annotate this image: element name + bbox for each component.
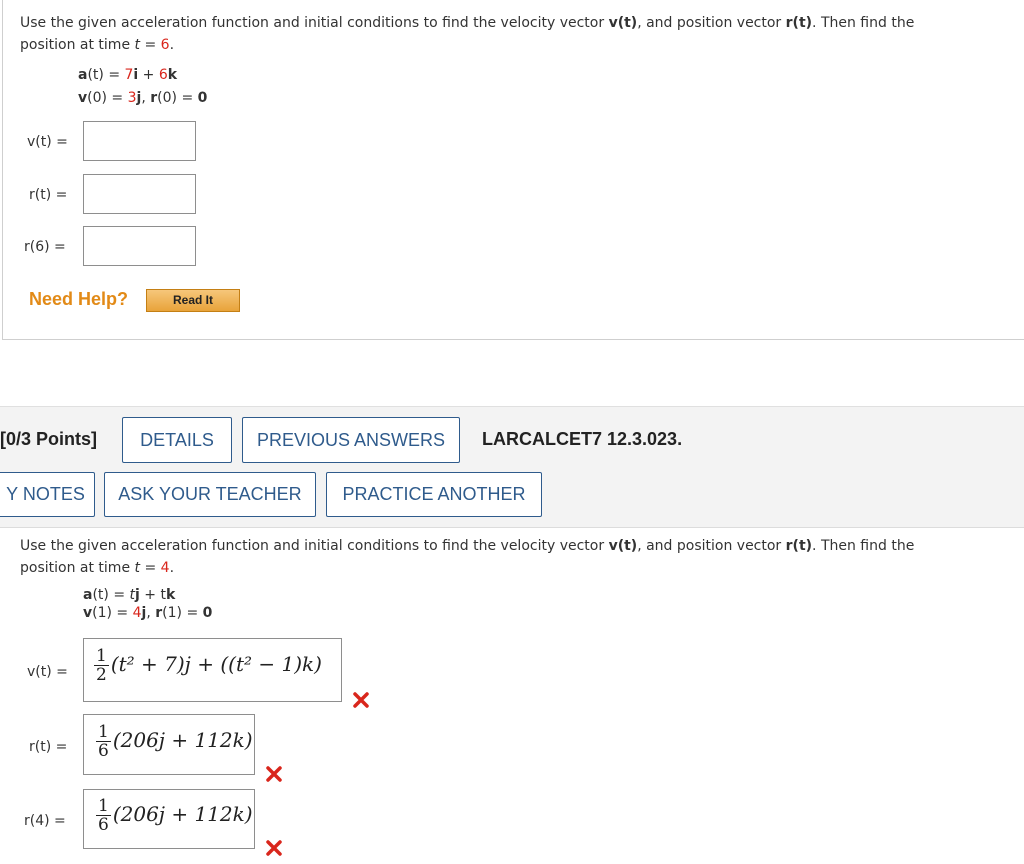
label-r4: r(4) = [24, 813, 66, 829]
prompt-text: = [140, 37, 161, 53]
unit-j: j [135, 587, 140, 603]
init-v-coef: 4 [132, 605, 142, 621]
prompt-v: v(t) [608, 15, 638, 31]
answer-r4-input[interactable] [83, 789, 255, 849]
answer-v-input[interactable] [83, 121, 196, 161]
init-v: v [78, 90, 88, 106]
need-help-label: Need Help? [29, 289, 129, 309]
label-r-2: r(t) = [29, 739, 68, 755]
answer-r4-math [96, 797, 253, 834]
accel-arg: (t) = [92, 587, 130, 603]
accel-equation-2 [83, 586, 175, 604]
prompt-text: position at time [20, 37, 135, 53]
accel-plus: + t [139, 587, 166, 603]
unit-j: j [136, 90, 142, 106]
prompt-text: position at time [20, 560, 135, 576]
init-r: r [155, 605, 163, 621]
accel-a: a [83, 587, 93, 603]
question-2-prompt [20, 535, 1010, 579]
init-v-coef: 3 [127, 90, 137, 106]
answer-r-input[interactable] [83, 174, 196, 214]
separator: , [141, 90, 151, 106]
label-v-2: v(t) = [27, 664, 68, 680]
initial-conditions-2 [83, 604, 212, 622]
answer-r6-input[interactable] [83, 226, 196, 266]
answer-v-math [94, 647, 322, 684]
init-r-arg: (1) = [162, 605, 203, 621]
answer-r4-fraction [96, 797, 111, 834]
previous-answers-button[interactable]: PREVIOUS ANSWERS [242, 417, 460, 463]
unit-i: i [133, 67, 139, 83]
prompt-r: r(t) [785, 538, 813, 554]
prompt-text: Use the given acceleration function and initial conditions to find the velocity vector [20, 538, 609, 554]
answer-r-expression: (206j + 112k) [112, 728, 253, 752]
accel-coef-1: 7 [124, 67, 134, 83]
prompt-text: Use the given acceleration function and initial conditions to find the velocity vector [20, 15, 609, 31]
init-r: r [150, 90, 158, 106]
points-label: [0/3 Points] [0, 429, 98, 449]
prompt-text: , and position vector [637, 538, 786, 554]
label-r6: r(6) = [24, 239, 66, 255]
prompt-text: . [169, 560, 175, 576]
prompt-text: , and position vector [637, 15, 786, 31]
init-r-arg: (0) = [157, 90, 198, 106]
question-1-prompt [20, 12, 1010, 56]
prompt-text: . Then find the [812, 15, 915, 31]
init-v-arg: (0) = [87, 90, 128, 106]
prompt-v: v(t) [608, 538, 638, 554]
accel-a: a [78, 67, 88, 83]
accel-coef-2: 6 [158, 67, 168, 83]
unit-k: k [165, 587, 176, 603]
separator: , [146, 605, 156, 621]
label-v: v(t) = [27, 134, 68, 150]
fraction-denominator: 6 [98, 815, 109, 835]
incorrect-x-icon [265, 839, 283, 857]
prompt-text: . [169, 37, 175, 53]
fraction-denominator: 2 [96, 665, 107, 685]
label-r: r(t) = [29, 187, 68, 203]
problem-code: LARCALCET7 12.3.023. [482, 429, 683, 449]
fraction-numerator: 1 [98, 722, 109, 742]
accel-plus: + [138, 67, 159, 83]
prompt-time-value: 6 [160, 37, 170, 53]
unit-j: j [141, 605, 147, 621]
init-r-value: 0 [202, 605, 213, 621]
prompt-t: t [134, 37, 141, 53]
prompt-r: r(t) [785, 15, 813, 31]
answer-r-fraction [96, 723, 111, 760]
answer-v-input-2[interactable] [83, 638, 342, 702]
unit-k: k [167, 67, 178, 83]
answer-v-expression: (t² + 7)j + ((t² − 1)k) [110, 652, 322, 676]
accel-coef-1: t [129, 587, 135, 603]
read-it-button[interactable]: Read It [146, 289, 240, 312]
fraction-numerator: 1 [96, 646, 107, 666]
prompt-text: . Then find the [812, 538, 915, 554]
initial-conditions [78, 87, 207, 109]
incorrect-x-icon [352, 691, 370, 709]
fraction-numerator: 1 [98, 796, 109, 816]
answer-r-input-2[interactable] [83, 714, 255, 775]
prompt-t: t [134, 560, 141, 576]
my-notes-button[interactable]: Y NOTES [0, 472, 95, 517]
answer-r-math [96, 723, 253, 760]
init-v-arg: (1) = [92, 605, 133, 621]
accel-equation [78, 64, 177, 86]
prompt-time-value: 4 [160, 560, 170, 576]
answer-v-fraction [94, 647, 109, 684]
prompt-text: = [140, 560, 161, 576]
practice-another-button[interactable]: PRACTICE ANOTHER [326, 472, 542, 517]
init-v: v [83, 605, 93, 621]
init-r-value: 0 [197, 90, 208, 106]
ask-teacher-button[interactable]: ASK YOUR TEACHER [104, 472, 316, 517]
fraction-denominator: 6 [98, 741, 109, 761]
answer-r4-expression: (206j + 112k) [112, 802, 253, 826]
details-button[interactable]: DETAILS [122, 417, 232, 463]
accel-arg: (t) = [87, 67, 125, 83]
incorrect-x-icon [265, 765, 283, 783]
